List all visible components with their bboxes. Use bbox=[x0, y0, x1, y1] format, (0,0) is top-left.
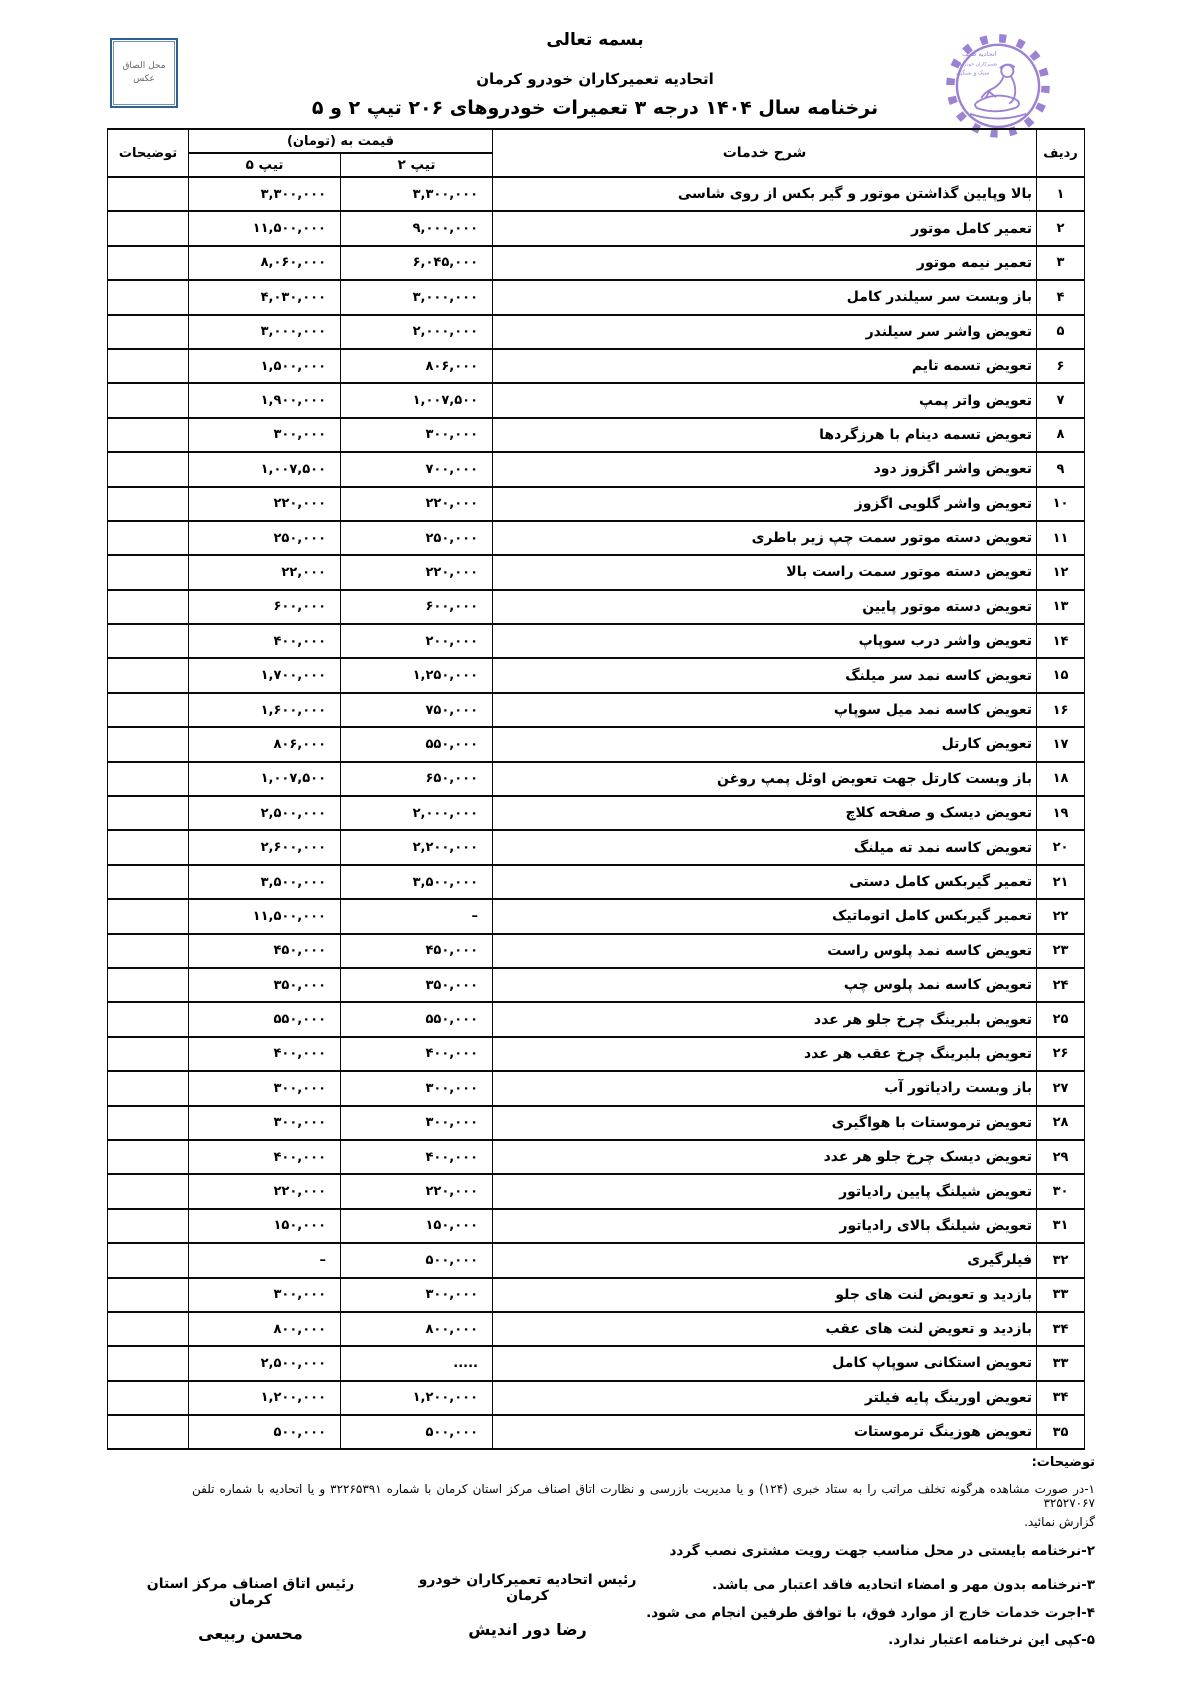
price-tip5-cell: – bbox=[189, 1243, 341, 1277]
price-tip5-cell: ۲,۶۰۰,۰۰۰ bbox=[189, 830, 341, 864]
service-desc-cell: تعویض دسته موتور پایین bbox=[493, 590, 1037, 624]
row-number-cell: ۲۷ bbox=[1037, 1071, 1085, 1105]
row-number-cell: ۱ bbox=[1037, 177, 1085, 211]
service-desc-cell: تعویض دیسک و صفحه کلاچ bbox=[493, 796, 1037, 830]
header-notes: توضیحات bbox=[108, 129, 189, 177]
table-row bbox=[108, 280, 1085, 314]
price-tip2-cell: ۴۰۰,۰۰۰ bbox=[341, 1037, 493, 1071]
price-tip5-cell: ۱,۵۰۰,۰۰۰ bbox=[189, 349, 341, 383]
price-tip5-cell: ۱,۶۰۰,۰۰۰ bbox=[189, 693, 341, 727]
table-row bbox=[108, 521, 1085, 555]
row-number-cell: ۱۳ bbox=[1037, 590, 1085, 624]
price-tip5-cell: ۴,۰۳۰,۰۰۰ bbox=[189, 280, 341, 314]
price-tip2-cell: ۲۲۰,۰۰۰ bbox=[341, 487, 493, 521]
service-desc-cell: تعویض دسته موتور سمت راست بالا bbox=[493, 555, 1037, 589]
service-desc-cell: تعویض واشر سر سیلندر bbox=[493, 315, 1037, 349]
signature-union-president bbox=[405, 1572, 650, 1639]
row-notes-cell bbox=[108, 968, 189, 1002]
row-notes-cell bbox=[108, 762, 189, 796]
row-number-cell: ۲۲ bbox=[1037, 899, 1085, 933]
table-row bbox=[108, 934, 1085, 968]
price-tip5-cell: ۶۰۰,۰۰۰ bbox=[189, 590, 341, 624]
row-number-cell: ۳۴ bbox=[1037, 1312, 1085, 1346]
row-notes-cell bbox=[108, 899, 189, 933]
row-notes-cell bbox=[108, 1346, 189, 1380]
price-tip2-cell: ۵۵۰,۰۰۰ bbox=[341, 1002, 493, 1036]
price-tip2-cell: ۱۵۰,۰۰۰ bbox=[341, 1209, 493, 1243]
row-notes-cell bbox=[108, 555, 189, 589]
price-tip2-cell: ۳۰۰,۰۰۰ bbox=[341, 1106, 493, 1140]
row-notes-cell bbox=[108, 487, 189, 521]
row-number-cell: ۶ bbox=[1037, 349, 1085, 383]
row-number-cell: ۳۵ bbox=[1037, 1415, 1085, 1449]
table-row bbox=[108, 1312, 1085, 1346]
table-row bbox=[108, 693, 1085, 727]
service-desc-cell: تعویض بلبرینگ چرخ جلو هر عدد bbox=[493, 1002, 1037, 1036]
footnote-3: ۳-نرخنامه بدون مهر و امضاء اتحادیه فاقد اعتبار می باشد. bbox=[712, 1577, 1095, 1593]
row-notes-cell bbox=[108, 590, 189, 624]
row-number-cell: ۱۶ bbox=[1037, 693, 1085, 727]
price-tip5-cell: ۱,۷۰۰,۰۰۰ bbox=[189, 658, 341, 692]
table-row bbox=[108, 762, 1085, 796]
row-number-cell: ۲۸ bbox=[1037, 1106, 1085, 1140]
row-notes-cell bbox=[108, 1174, 189, 1208]
row-notes-cell bbox=[108, 624, 189, 658]
footnotes-label: توضیحات: bbox=[1031, 1455, 1095, 1470]
row-notes-cell bbox=[108, 830, 189, 864]
row-number-cell: ۳ bbox=[1037, 246, 1085, 280]
service-desc-cell: بازدید و تعویض لنت های جلو bbox=[493, 1278, 1037, 1312]
table-row bbox=[108, 1071, 1085, 1105]
table-row bbox=[108, 1346, 1085, 1380]
row-number-cell: ۴ bbox=[1037, 280, 1085, 314]
table-row bbox=[108, 177, 1085, 211]
row-notes-cell bbox=[108, 1312, 189, 1346]
price-tip2-cell: ۳,۳۰۰,۰۰۰ bbox=[341, 177, 493, 211]
signature-chamber-title: رئیس اتاق اصناف مرکز استان کرمان bbox=[146, 1576, 355, 1608]
row-number-cell: ۳۲ bbox=[1037, 1243, 1085, 1277]
price-tip5-cell: ۵۵۰,۰۰۰ bbox=[189, 1002, 341, 1036]
signature-chamber-president bbox=[128, 1576, 373, 1643]
price-tip5-cell: ۸۰۶,۰۰۰ bbox=[189, 727, 341, 761]
price-tip2-cell: ۲۲۰,۰۰۰ bbox=[341, 555, 493, 589]
photo-placeholder-text-line2: عکس bbox=[133, 74, 155, 84]
photo-placeholder-text-line1: محل الصاق bbox=[122, 60, 166, 71]
price-tip5-cell: ۳۰۰,۰۰۰ bbox=[189, 418, 341, 452]
row-notes-cell bbox=[108, 280, 189, 314]
row-number-cell: ۲۱ bbox=[1037, 865, 1085, 899]
row-notes-cell bbox=[108, 796, 189, 830]
row-number-cell: ۸ bbox=[1037, 418, 1085, 452]
row-number-cell: ۱۴ bbox=[1037, 624, 1085, 658]
service-desc-cell: تعویض کارتل bbox=[493, 727, 1037, 761]
price-tip2-cell: ۱,۲۵۰,۰۰۰ bbox=[341, 658, 493, 692]
table-row bbox=[108, 487, 1085, 521]
table-row bbox=[108, 452, 1085, 486]
table-row bbox=[108, 624, 1085, 658]
price-tip2-cell: ۳۵۰,۰۰۰ bbox=[341, 968, 493, 1002]
table-row bbox=[108, 1002, 1085, 1036]
service-desc-cell: تعمیر گیربکس کامل اتوماتیک bbox=[493, 899, 1037, 933]
price-tip5-cell: ۴۰۰,۰۰۰ bbox=[189, 624, 341, 658]
price-tip2-cell: ۹,۰۰۰,۰۰۰ bbox=[341, 211, 493, 245]
price-tip2-cell: ۷۰۰,۰۰۰ bbox=[341, 452, 493, 486]
price-tip2-cell: ۳۰۰,۰۰۰ bbox=[341, 418, 493, 452]
row-notes-cell bbox=[108, 1209, 189, 1243]
price-tip2-cell: ۳۰۰,۰۰۰ bbox=[341, 1071, 493, 1105]
service-desc-cell: فیلرگیری bbox=[493, 1243, 1037, 1277]
header-tip2: تیپ ۲ bbox=[341, 153, 493, 177]
service-desc-cell: بازدید و تعویض لنت های عقب bbox=[493, 1312, 1037, 1346]
row-notes-cell bbox=[108, 1140, 189, 1174]
row-notes-cell bbox=[108, 865, 189, 899]
service-desc-cell: تعویض دسته موتور سمت چپ زیر باطری bbox=[493, 521, 1037, 555]
footnote-2: ۲-نرخنامه بایستی در محل مناسب جهت رویت مشتری نصب گردد bbox=[669, 1543, 1095, 1559]
table-row bbox=[108, 1243, 1085, 1277]
table-row bbox=[108, 899, 1085, 933]
price-tip2-cell: ۵۰۰,۰۰۰ bbox=[341, 1415, 493, 1449]
price-tip2-cell: ۲,۲۰۰,۰۰۰ bbox=[341, 830, 493, 864]
header-tip5: تیپ ۵ bbox=[189, 153, 341, 177]
table-row bbox=[108, 830, 1085, 864]
table-row bbox=[108, 349, 1085, 383]
service-desc-cell: تعویض کاسه نمد پلوس راست bbox=[493, 934, 1037, 968]
row-number-cell: ۲۳ bbox=[1037, 934, 1085, 968]
price-tip5-cell: ۳۰۰,۰۰۰ bbox=[189, 1071, 341, 1105]
table-row bbox=[108, 865, 1085, 899]
service-desc-cell: باز وبست رادیاتور آب bbox=[493, 1071, 1037, 1105]
price-tip5-cell: ۳,۰۰۰,۰۰۰ bbox=[189, 315, 341, 349]
row-notes-cell bbox=[108, 1037, 189, 1071]
header-row-no: ردیف bbox=[1037, 129, 1085, 177]
price-tip5-cell: ۳۵۰,۰۰۰ bbox=[189, 968, 341, 1002]
table-row bbox=[108, 1140, 1085, 1174]
service-desc-cell: تعویض بلبرینگ چرخ عقب هر عدد bbox=[493, 1037, 1037, 1071]
price-table bbox=[107, 128, 1085, 1450]
price-tip5-cell: ۱,۰۰۷,۵۰۰ bbox=[189, 762, 341, 796]
row-notes-cell bbox=[108, 521, 189, 555]
service-desc-cell: تعویض تسمه دینام با هرزگردها bbox=[493, 418, 1037, 452]
service-desc-cell: تعویض کاسه نمد پلوس چپ bbox=[493, 968, 1037, 1002]
service-desc-cell: تعمیر گیربکس کامل دستی bbox=[493, 865, 1037, 899]
service-desc-cell: باز وبست سر سیلندر کامل bbox=[493, 280, 1037, 314]
price-tip2-cell: ۳,۰۰۰,۰۰۰ bbox=[341, 280, 493, 314]
price-tip2-cell: ۸۰۶,۰۰۰ bbox=[341, 349, 493, 383]
row-number-cell: ۲۵ bbox=[1037, 1002, 1085, 1036]
row-number-cell: ۹ bbox=[1037, 452, 1085, 486]
row-number-cell: ۱۰ bbox=[1037, 487, 1085, 521]
row-notes-cell bbox=[108, 1243, 189, 1277]
row-number-cell: ۲۹ bbox=[1037, 1140, 1085, 1174]
price-tip2-cell: ۳۰۰,۰۰۰ bbox=[341, 1278, 493, 1312]
row-number-cell: ۱۹ bbox=[1037, 796, 1085, 830]
service-desc-cell: باز وبست کارتل جهت تعویض اوئل پمپ روغن bbox=[493, 762, 1037, 796]
row-number-cell: ۱۷ bbox=[1037, 727, 1085, 761]
price-tip5-cell: ۱,۲۰۰,۰۰۰ bbox=[189, 1381, 341, 1415]
price-tip5-cell: ۲,۵۰۰,۰۰۰ bbox=[189, 796, 341, 830]
service-desc-cell: تعمیر نیمه موتور bbox=[493, 246, 1037, 280]
table-row bbox=[108, 211, 1085, 245]
footnote-1: ۱-در صورت مشاهده هرگونه تخلف مراتب را به ستاد خبری (۱۲۴) و یا مدیریت بازرسی و نظارت اتاق اصناف مرکز استان کرمان با شماره ۳۲۲۶۵۳۹۱ و یا اتحادیه با شماره تلفن ۳۲۵۲۷۰۶۷ bbox=[192, 1482, 1095, 1510]
logo-text-line1: اتحادیه صنف bbox=[962, 50, 997, 58]
table-row bbox=[108, 1209, 1085, 1243]
service-desc-cell: تعویض شیلنگ پایین رادیاتور bbox=[493, 1174, 1037, 1208]
price-tip5-cell: ۳,۵۰۰,۰۰۰ bbox=[189, 865, 341, 899]
row-number-cell: ۳۳ bbox=[1037, 1278, 1085, 1312]
price-tip2-cell: ۶۵۰,۰۰۰ bbox=[341, 762, 493, 796]
price-tip5-cell: ۱۵۰,۰۰۰ bbox=[189, 1209, 341, 1243]
row-notes-cell bbox=[108, 418, 189, 452]
price-tip2-cell: ۴۵۰,۰۰۰ bbox=[341, 934, 493, 968]
price-tip5-cell: ۲,۵۰۰,۰۰۰ bbox=[189, 1346, 341, 1380]
page-title: نرخنامه سال ۱۴۰۴ درجه ۳ تعمیرات خودروهای ۲۰۶ تیپ ۲ و ۵ bbox=[311, 97, 879, 119]
price-tip2-cell: ۱,۰۰۷,۵۰۰ bbox=[341, 383, 493, 417]
row-number-cell: ۳۱ bbox=[1037, 1209, 1085, 1243]
row-number-cell: ۳۴ bbox=[1037, 1381, 1085, 1415]
price-tip5-cell: ۵۰۰,۰۰۰ bbox=[189, 1415, 341, 1449]
service-desc-cell: تعویض واشر گلویی اگزوز bbox=[493, 487, 1037, 521]
price-tip5-cell: ۱۱,۵۰۰,۰۰۰ bbox=[189, 899, 341, 933]
price-tip2-cell: ۶۰۰,۰۰۰ bbox=[341, 590, 493, 624]
price-tip2-cell: ۵۰۰,۰۰۰ bbox=[341, 1243, 493, 1277]
price-tip5-cell: ۳۰۰,۰۰۰ bbox=[189, 1106, 341, 1140]
footnote-4: ۴-اجرت خدمات خارج از موارد فوق، با توافق طرفین انجام می شود. bbox=[646, 1605, 1095, 1621]
table-row bbox=[108, 968, 1085, 1002]
table-row bbox=[108, 315, 1085, 349]
table-row bbox=[108, 658, 1085, 692]
row-notes-cell bbox=[108, 1071, 189, 1105]
price-tip2-cell: ۶,۰۴۵,۰۰۰ bbox=[341, 246, 493, 280]
price-tip5-cell: ۸۰۰,۰۰۰ bbox=[189, 1312, 341, 1346]
price-tip5-cell: ۱۱,۵۰۰,۰۰۰ bbox=[189, 211, 341, 245]
service-desc-cell: تعویض تسمه تایم bbox=[493, 349, 1037, 383]
row-number-cell: ۷ bbox=[1037, 383, 1085, 417]
service-desc-cell: تعویض واشر اگزوز دود bbox=[493, 452, 1037, 486]
footnote-5: ۵-کپی این نرخنامه اعتبار ندارد. bbox=[888, 1632, 1095, 1648]
row-number-cell: ۵ bbox=[1037, 315, 1085, 349]
table-row bbox=[108, 1106, 1085, 1140]
price-tip2-cell: ۱,۲۰۰,۰۰۰ bbox=[341, 1381, 493, 1415]
row-notes-cell bbox=[108, 727, 189, 761]
service-desc-cell: تعویض واشر درب سوپاپ bbox=[493, 624, 1037, 658]
footnote-1-cont: گزارش نمائید. bbox=[1024, 1515, 1095, 1529]
price-tip5-cell: ۱,۹۰۰,۰۰۰ bbox=[189, 383, 341, 417]
table-row bbox=[108, 383, 1085, 417]
row-number-cell: ۱۲ bbox=[1037, 555, 1085, 589]
price-tip2-cell: ۷۵۰,۰۰۰ bbox=[341, 693, 493, 727]
price-tip2-cell: ۵۵۰,۰۰۰ bbox=[341, 727, 493, 761]
price-tip5-cell: ۳۰۰,۰۰۰ bbox=[189, 1278, 341, 1312]
price-tip2-cell: ۲۰۰,۰۰۰ bbox=[341, 624, 493, 658]
row-notes-cell bbox=[108, 246, 189, 280]
price-tip2-cell: ۳,۵۰۰,۰۰۰ bbox=[341, 865, 493, 899]
table-row bbox=[108, 796, 1085, 830]
service-desc-cell: تعویض شیلنگ بالای رادیاتور bbox=[493, 1209, 1037, 1243]
price-tip2-cell: ۲۵۰,۰۰۰ bbox=[341, 521, 493, 555]
service-desc-cell: تعویض دیسک چرخ جلو هر عدد bbox=[493, 1140, 1037, 1174]
price-tip5-cell: ۲۲۰,۰۰۰ bbox=[189, 1174, 341, 1208]
price-tip2-cell: ۸۰۰,۰۰۰ bbox=[341, 1312, 493, 1346]
price-tip5-cell: ۳,۳۰۰,۰۰۰ bbox=[189, 177, 341, 211]
price-tip5-cell: ۲۲۰,۰۰۰ bbox=[189, 487, 341, 521]
table-row bbox=[108, 418, 1085, 452]
price-tip5-cell: ۸,۰۶۰,۰۰۰ bbox=[189, 246, 341, 280]
service-desc-cell: تعویض ترموستات با هواگیری bbox=[493, 1106, 1037, 1140]
table-row bbox=[108, 727, 1085, 761]
row-number-cell: ۱۵ bbox=[1037, 658, 1085, 692]
service-desc-cell: تعویض کاسه نمد میل سوپاپ bbox=[493, 693, 1037, 727]
service-desc-cell: تعویض هوزینگ ترموستات bbox=[493, 1415, 1037, 1449]
table-row bbox=[108, 1381, 1085, 1415]
row-notes-cell bbox=[108, 1278, 189, 1312]
price-tip2-cell: ۲۲۰,۰۰۰ bbox=[341, 1174, 493, 1208]
table-row bbox=[108, 1415, 1085, 1449]
row-number-cell: ۲ bbox=[1037, 211, 1085, 245]
service-desc-cell: بالا وپایین گذاشتن موتور و گیر بکس از روی شاسی bbox=[493, 177, 1037, 211]
service-desc-cell: تعویض کاسه نمد ته میلنگ bbox=[493, 830, 1037, 864]
price-tip2-cell: ۲,۰۰۰,۰۰۰ bbox=[341, 315, 493, 349]
row-number-cell: ۲۶ bbox=[1037, 1037, 1085, 1071]
bismillah-text: بسمه تعالی bbox=[546, 30, 644, 50]
table-row bbox=[108, 1037, 1085, 1071]
row-notes-cell bbox=[108, 693, 189, 727]
signature-union-name: رضا دور اندیش bbox=[468, 1620, 587, 1639]
row-notes-cell bbox=[108, 452, 189, 486]
row-notes-cell bbox=[108, 383, 189, 417]
price-tip2-cell: – bbox=[341, 899, 493, 933]
table-row bbox=[108, 555, 1085, 589]
price-tip2-cell: ۲,۰۰۰,۰۰۰ bbox=[341, 796, 493, 830]
table-row bbox=[108, 1278, 1085, 1312]
price-tip5-cell: ۱,۰۰۷,۵۰۰ bbox=[189, 452, 341, 486]
table-body bbox=[108, 177, 1085, 1449]
logo-text-line3: سبک و سنگین bbox=[956, 70, 990, 77]
header-price-group: قیمت به (تومان) bbox=[189, 129, 493, 153]
row-notes-cell bbox=[108, 658, 189, 692]
price-tip2-cell: ۴۰۰,۰۰۰ bbox=[341, 1140, 493, 1174]
row-notes-cell bbox=[108, 349, 189, 383]
header-service: شرح خدمات bbox=[493, 129, 1037, 177]
price-tip5-cell: ۴۰۰,۰۰۰ bbox=[189, 1037, 341, 1071]
service-desc-cell: تعمیر کامل موتور bbox=[493, 211, 1037, 245]
service-desc-cell: تعویض استکانی سوپاپ کامل bbox=[493, 1346, 1037, 1380]
service-desc-cell: تعویض کاسه نمد سر میلنگ bbox=[493, 658, 1037, 692]
row-number-cell: ۲۰ bbox=[1037, 830, 1085, 864]
row-notes-cell bbox=[108, 1002, 189, 1036]
row-number-cell: ۱۱ bbox=[1037, 521, 1085, 555]
row-notes-cell bbox=[108, 1381, 189, 1415]
row-notes-cell bbox=[108, 1415, 189, 1449]
table-row bbox=[108, 590, 1085, 624]
row-notes-cell bbox=[108, 177, 189, 211]
price-tip5-cell: ۴۵۰,۰۰۰ bbox=[189, 934, 341, 968]
price-tip2-cell: ..... bbox=[341, 1346, 493, 1380]
row-notes-cell bbox=[108, 934, 189, 968]
row-number-cell: ۳۳ bbox=[1037, 1346, 1085, 1380]
service-desc-cell: تعویض اورینگ پایه فیلتر bbox=[493, 1381, 1037, 1415]
row-number-cell: ۲۴ bbox=[1037, 968, 1085, 1002]
price-tip5-cell: ۲۲,۰۰۰ bbox=[189, 555, 341, 589]
row-number-cell: ۳۰ bbox=[1037, 1174, 1085, 1208]
row-notes-cell bbox=[108, 211, 189, 245]
union-name-text: اتحادیه تعمیرکاران خودرو کرمان bbox=[476, 70, 714, 88]
table-row bbox=[108, 1174, 1085, 1208]
price-tip5-cell: ۴۰۰,۰۰۰ bbox=[189, 1140, 341, 1174]
row-notes-cell bbox=[108, 1106, 189, 1140]
signature-chamber-name: محسن ربیعی bbox=[198, 1624, 303, 1643]
table-row bbox=[108, 246, 1085, 280]
price-table-header bbox=[108, 129, 1085, 177]
logo-text-line2: تعمیرکاران خودروهای bbox=[953, 61, 998, 68]
row-number-cell: ۱۸ bbox=[1037, 762, 1085, 796]
service-desc-cell: تعویض واتر پمپ bbox=[493, 383, 1037, 417]
price-tip5-cell: ۲۵۰,۰۰۰ bbox=[189, 521, 341, 555]
signature-union-title: رئیس اتحادیه تعمیرکاران خودرو کرمان bbox=[418, 1572, 637, 1604]
row-notes-cell bbox=[108, 315, 189, 349]
